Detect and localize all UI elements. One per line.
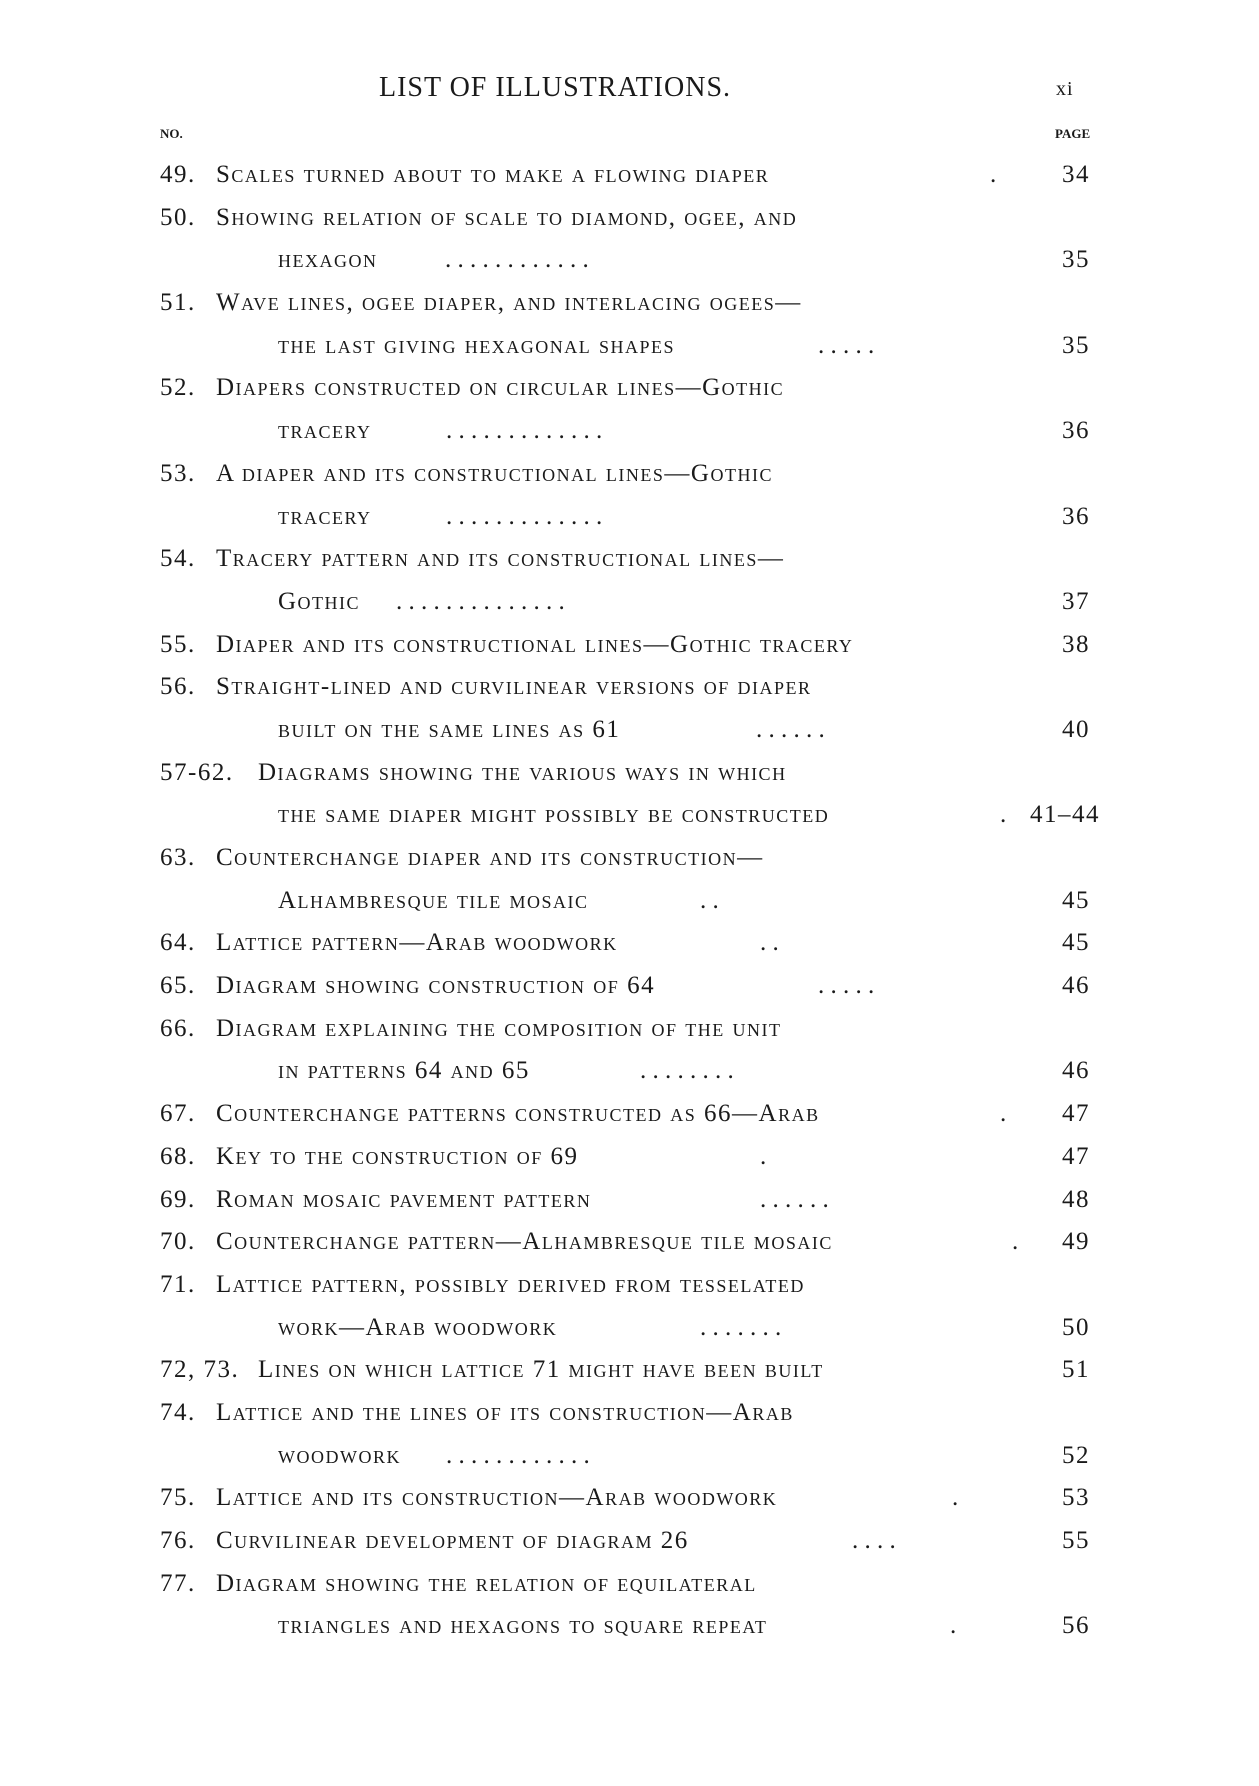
list-item <box>0 154 1259 197</box>
entry-page-number: 51 <box>1062 1356 1090 1384</box>
entry-title-continued: Alhambresque tile mosaic <box>278 886 589 914</box>
entry-title: Diapers constructed on circular lines—Gothic <box>216 374 785 402</box>
dot-leader: . . <box>760 929 779 957</box>
entry-title-continued: built on the same lines as 61 <box>278 715 621 743</box>
entry-page-number: 45 <box>1062 886 1090 914</box>
entry-title: Lattice and the lines of its construction—Arab <box>216 1398 794 1426</box>
entry-page-number: 41–44 <box>1030 801 1100 829</box>
entry-continuation-line <box>0 1605 1259 1648</box>
entry-continuation-line <box>0 1307 1259 1350</box>
dot-leader: . . . . . . . . . . . . <box>445 246 589 274</box>
entry-title-continued: work—Arab woodwork <box>278 1313 558 1341</box>
entry-number: 49. <box>160 161 196 188</box>
entry-number: 50. <box>160 203 196 231</box>
entry-page-number: 49 <box>1062 1228 1090 1256</box>
entry-continuation-line <box>0 581 1259 624</box>
page-numeral: xi <box>1056 78 1074 100</box>
entry-page-number: 50 <box>1062 1313 1090 1341</box>
entry-line <box>0 1349 1259 1392</box>
list-item <box>0 1264 1259 1349</box>
entry-title: Lines on which lattice 71 might have been built <box>258 1356 824 1384</box>
entry-number: 71. <box>160 1270 196 1298</box>
dot-leader: . . . . . . . . <box>640 1057 734 1085</box>
entry-page-number: 36 <box>1062 502 1090 530</box>
entry-title: Straight-lined and curvilinear versions of diaper <box>216 673 812 701</box>
list-item <box>0 1179 1259 1222</box>
entry-number: 70. <box>160 1228 196 1256</box>
dot-leader: . . . . . <box>818 972 875 1000</box>
entry-line <box>0 965 1259 1008</box>
list-item <box>0 282 1259 367</box>
entry-continuation-line <box>0 325 1259 368</box>
list-item <box>0 624 1259 667</box>
dot-leader: . <box>1012 1228 1019 1256</box>
list-item <box>0 837 1259 922</box>
entry-page-number: 46 <box>1062 972 1090 1000</box>
entry-number: 66. <box>160 1014 196 1042</box>
entry-continuation-line <box>0 496 1259 539</box>
dot-leader: . . . . . . . <box>700 1313 782 1341</box>
illustration-list <box>0 154 1259 1648</box>
entry-title-continued: in patterns 64 and 65 <box>278 1057 530 1085</box>
entry-line <box>0 752 1259 795</box>
entry-page-number: 56 <box>1062 1612 1090 1640</box>
entry-title: Roman mosaic pavement pattern <box>216 1185 592 1213</box>
entry-title: Counterchange pattern—Alhambresque tile mosaic <box>216 1228 833 1256</box>
entry-title: Lattice pattern—Arab woodwork <box>216 929 618 957</box>
dot-leader: . <box>990 161 997 188</box>
entry-continuation-line <box>0 794 1259 837</box>
entry-page-number: 40 <box>1062 715 1090 743</box>
entry-page-number: 37 <box>1062 587 1090 615</box>
entry-line <box>0 922 1259 965</box>
entry-title-continued: the same diaper might possibly be constructed <box>278 801 830 829</box>
dot-leader: . . <box>700 886 719 914</box>
list-item <box>0 965 1259 1008</box>
entry-page-number: 46 <box>1062 1057 1090 1085</box>
entry-line <box>0 1093 1259 1136</box>
entry-line <box>0 154 1259 197</box>
entry-continuation-line <box>0 239 1259 282</box>
entry-number: 57-62. <box>160 758 234 786</box>
list-item <box>0 666 1259 751</box>
entry-title: Wave lines, ogee diaper, and interlacing ogees— <box>216 289 802 317</box>
list-item <box>0 1221 1259 1264</box>
dot-leader: . . . . . . . . . . . . . . <box>396 587 565 615</box>
entry-title: Curvilinear development of diagram 26 <box>216 1527 689 1554</box>
entry-number: 63. <box>160 844 196 871</box>
entry-continuation-line <box>0 410 1259 453</box>
entry-continuation-line <box>0 1435 1259 1478</box>
page-title: LIST OF ILLUSTRATIONS. <box>378 72 732 103</box>
entry-line <box>0 1563 1259 1606</box>
entry-line <box>0 367 1259 410</box>
dot-leader: . <box>950 1612 957 1640</box>
entry-page-number: 34 <box>1062 161 1090 188</box>
entry-number: 53. <box>160 459 196 487</box>
entry-page-number: 52 <box>1062 1441 1090 1469</box>
entry-page-number: 36 <box>1062 417 1090 445</box>
entry-title: Lattice pattern, possibly derived from tesselated <box>216 1270 805 1298</box>
dot-leader: . . . . . . . . . . . . <box>446 1441 590 1469</box>
entry-title-continued: Gothic <box>278 587 361 615</box>
entry-title: Scales turned about to make a flowing diaper <box>216 161 770 188</box>
entry-line <box>0 1477 1259 1520</box>
entry-number: 67. <box>160 1100 196 1128</box>
entry-page-number: 47 <box>1062 1142 1090 1170</box>
entry-number: 56. <box>160 673 196 701</box>
list-item <box>0 538 1259 623</box>
entry-continuation-line <box>0 709 1259 752</box>
dot-leader: . . . . . . <box>760 1185 829 1213</box>
column-header-no: NO. <box>160 126 183 141</box>
entry-number: 54. <box>160 545 196 573</box>
entry-title: Key to the construction of 69 <box>216 1142 579 1170</box>
entry-line <box>0 624 1259 667</box>
dot-leader: . . . . . . . . . . . . . <box>446 502 603 530</box>
entry-page-number: 35 <box>1062 246 1090 274</box>
list-item <box>0 197 1259 282</box>
entry-line <box>0 1392 1259 1435</box>
list-item <box>0 1392 1259 1477</box>
entry-page-number: 45 <box>1062 929 1090 957</box>
entry-title: A diaper and its constructional lines—Gothic <box>216 459 773 487</box>
list-item <box>0 1093 1259 1136</box>
entry-line <box>0 1179 1259 1222</box>
entry-continuation-line <box>0 880 1259 923</box>
entry-title-continued: hexagon <box>278 246 378 274</box>
entry-title: Diaper and its constructional lines—Gothic tracery <box>216 630 854 658</box>
entry-number: 76. <box>160 1527 196 1554</box>
entry-number: 55. <box>160 630 196 658</box>
list-item <box>0 1477 1259 1520</box>
entry-title: Lattice and its construction—Arab woodwork <box>216 1484 778 1512</box>
entry-number: 72, 73. <box>160 1356 240 1384</box>
list-item <box>0 453 1259 538</box>
dot-leader: . . . . . <box>818 331 875 359</box>
entry-page-number: 47 <box>1062 1100 1090 1128</box>
entry-page-number: 38 <box>1062 630 1090 658</box>
entry-line <box>0 538 1259 581</box>
entry-line <box>0 1136 1259 1179</box>
entry-title: Diagram explaining the composition of the unit <box>216 1014 782 1042</box>
entry-number: 69. <box>160 1185 196 1213</box>
entry-page-number: 48 <box>1062 1185 1090 1213</box>
entry-title-continued: the last giving hexagonal shapes <box>278 331 675 359</box>
dot-leader: . . . . <box>852 1527 896 1554</box>
entry-line <box>0 453 1259 496</box>
dot-leader: . <box>760 1142 767 1170</box>
entry-number: 74. <box>160 1398 196 1426</box>
entry-line <box>0 282 1259 325</box>
entry-title: Counterchange patterns constructed as 66—Arab <box>216 1100 820 1128</box>
entry-line <box>0 1221 1259 1264</box>
entry-line <box>0 1264 1259 1307</box>
entry-line <box>0 197 1259 240</box>
entry-title-continued: tracery <box>278 417 372 445</box>
list-item <box>0 1563 1259 1648</box>
entry-page-number: 35 <box>1062 331 1090 359</box>
dot-leader: . . . . . . . . . . . . . <box>446 417 603 445</box>
list-item <box>0 922 1259 965</box>
entry-page-number: 55 <box>1062 1527 1090 1554</box>
entry-number: 64. <box>160 929 196 957</box>
entry-line <box>0 837 1259 880</box>
list-item <box>0 367 1259 452</box>
entry-title: Diagram showing construction of 64 <box>216 972 656 1000</box>
entry-continuation-line <box>0 1050 1259 1093</box>
entry-number: 65. <box>160 972 196 1000</box>
column-header-page: PAGE <box>1055 126 1091 141</box>
list-item <box>0 1349 1259 1392</box>
entry-title: Counterchange diaper and its construction— <box>216 844 764 871</box>
dot-leader: . <box>1000 1100 1007 1128</box>
dot-leader: . <box>952 1484 959 1512</box>
entry-line <box>0 1520 1259 1563</box>
dot-leader: . <box>1000 801 1007 829</box>
entry-number: 75. <box>160 1484 196 1512</box>
entry-number: 52. <box>160 374 196 402</box>
entry-title-continued: triangles and hexagons to square repeat <box>278 1612 768 1640</box>
entry-number: 68. <box>160 1142 196 1170</box>
entry-title-continued: woodwork <box>278 1441 401 1469</box>
entry-title: Diagram showing the relation of equilateral <box>216 1569 757 1597</box>
entry-title-continued: tracery <box>278 502 372 530</box>
list-item <box>0 1520 1259 1563</box>
entry-number: 51. <box>160 289 196 317</box>
entry-page-number: 53 <box>1062 1484 1090 1512</box>
entry-number: 77. <box>160 1569 196 1597</box>
entry-title: Diagrams showing the various ways in which <box>258 758 787 786</box>
entry-title: Showing relation of scale to diamond, ogee, and <box>216 203 798 231</box>
list-item <box>0 752 1259 837</box>
list-item <box>0 1008 1259 1093</box>
entry-line <box>0 666 1259 709</box>
dot-leader: . . . . . . <box>756 715 825 743</box>
list-item <box>0 1136 1259 1179</box>
entry-title: Tracery pattern and its constructional lines— <box>216 545 785 573</box>
entry-line <box>0 1008 1259 1051</box>
